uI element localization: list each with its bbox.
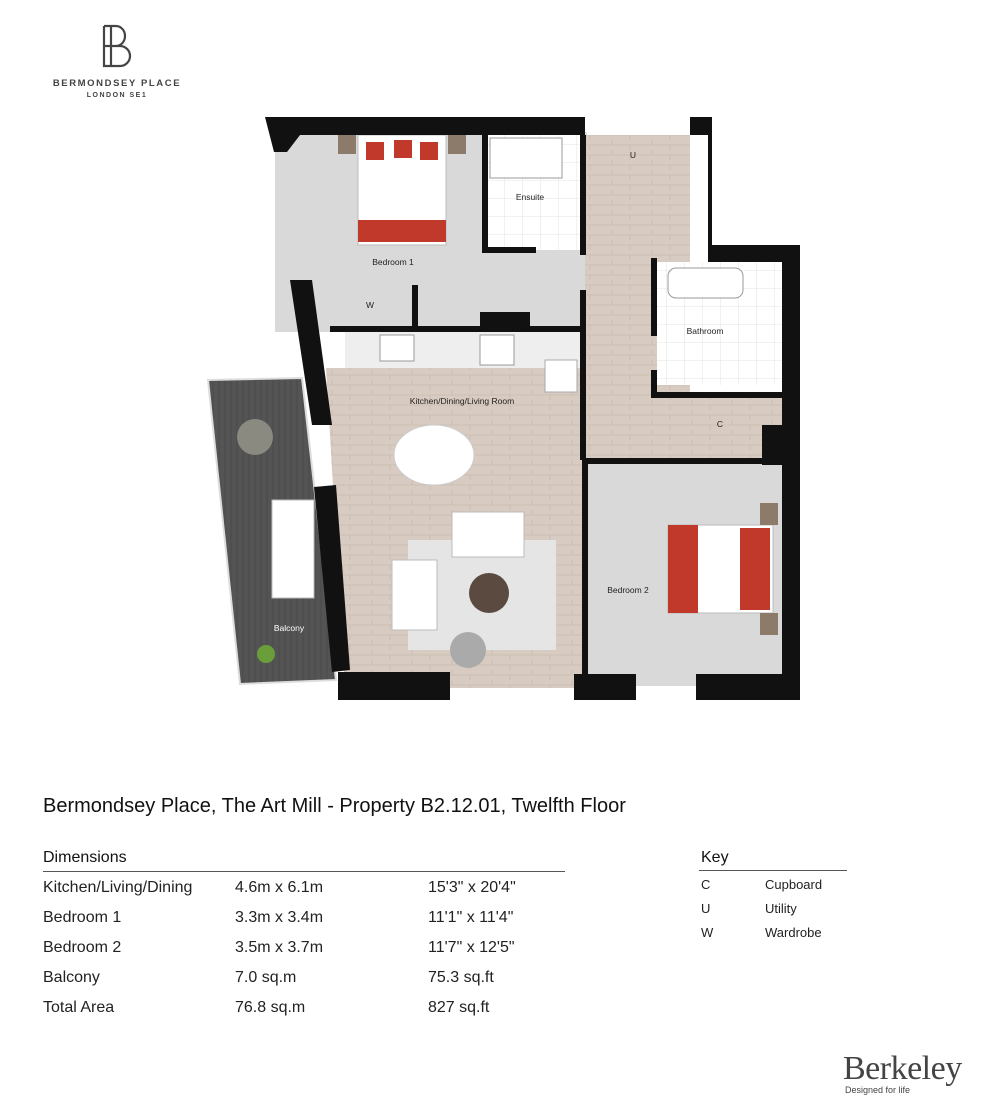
property-title: Bermondsey Place, The Art Mill - Property B2.12.01, Twelfth Floor (43, 795, 626, 817)
fridge (545, 360, 577, 392)
dimension-row (43, 909, 643, 929)
key-label: Wardrobe (765, 925, 822, 940)
nightstand (338, 132, 356, 154)
key-item (701, 901, 901, 917)
brand-location: LONDON SE1 (86, 92, 148, 99)
dimension-row (43, 939, 643, 959)
divider (699, 870, 847, 871)
dimension-row (43, 879, 643, 899)
imperial-size: 11'1" x 11'4" (428, 909, 514, 926)
room-name: Bedroom 1 (43, 909, 122, 926)
plant (257, 645, 275, 663)
room-label-kitchen: Kitchen/Dining/Living Room (409, 396, 515, 406)
key-heading: Key (701, 849, 729, 866)
cushion (394, 140, 412, 158)
cupboard-floor (585, 392, 782, 464)
divider (43, 871, 565, 872)
room-label-balcony: Balcony (273, 623, 305, 633)
room-name: Total Area (43, 999, 115, 1016)
berkeley-logo: Berkeley (843, 1050, 962, 1087)
key-code: W (701, 925, 714, 940)
bed-2-runner (668, 525, 698, 613)
cushion (420, 142, 438, 160)
bathtub (668, 268, 743, 298)
cushions (740, 528, 770, 610)
metric-size: 76.8 sq.m (235, 999, 306, 1016)
dining-table (394, 425, 474, 485)
dimension-row (43, 999, 643, 1019)
room-label-bedroom1: Bedroom 1 (372, 257, 414, 267)
coffee-table (469, 573, 509, 613)
cushion (366, 142, 384, 160)
metric-size: 3.3m x 3.4m (235, 909, 324, 926)
sink (380, 335, 414, 361)
shower (490, 138, 562, 178)
berkeley-tagline: Designed for life (845, 1085, 911, 1095)
room-label-utility: U (629, 150, 637, 160)
key-label: Utility (765, 901, 797, 916)
hob (480, 335, 514, 365)
key-code: U (701, 901, 711, 916)
metric-size: 7.0 sq.m (235, 969, 297, 986)
room-label-bathroom: Bathroom (686, 326, 724, 336)
metric-size: 3.5m x 3.7m (235, 939, 324, 956)
armchair-sofa (392, 560, 437, 630)
key-label: Cupboard (765, 877, 823, 892)
nightstand (760, 613, 778, 635)
imperial-size: 15'3" x 20'4" (428, 879, 516, 896)
sofa (452, 512, 524, 557)
imperial-size: 11'7" x 12'5" (428, 939, 515, 956)
room-label-cupboard: C (716, 419, 724, 429)
imperial-size: 75.3 sq.ft (428, 969, 494, 986)
key-item (701, 925, 901, 941)
room-label-wardrobe: W (365, 300, 375, 310)
room-name: Balcony (43, 969, 100, 986)
room-name: Kitchen/Living/Dining (43, 879, 193, 896)
nightstand (760, 503, 778, 525)
dimension-row (43, 969, 643, 989)
accent-chair (450, 632, 486, 668)
room-name: Bedroom 2 (43, 939, 122, 956)
room-label-ensuite: Ensuite (515, 192, 545, 202)
imperial-size: 827 sq.ft (428, 999, 490, 1016)
room-label-bedroom2: Bedroom 2 (607, 585, 649, 595)
brand-name: BERMONDSEY PLACE (52, 78, 182, 89)
balcony-sofa (272, 500, 314, 598)
nightstand (448, 132, 466, 154)
key-item (701, 877, 901, 893)
balcony-table (237, 419, 273, 455)
key-code: C (701, 877, 711, 892)
metric-size: 4.6m x 6.1m (235, 879, 324, 896)
dimensions-heading: Dimensions (43, 849, 127, 866)
bed-1-runner (358, 220, 446, 242)
